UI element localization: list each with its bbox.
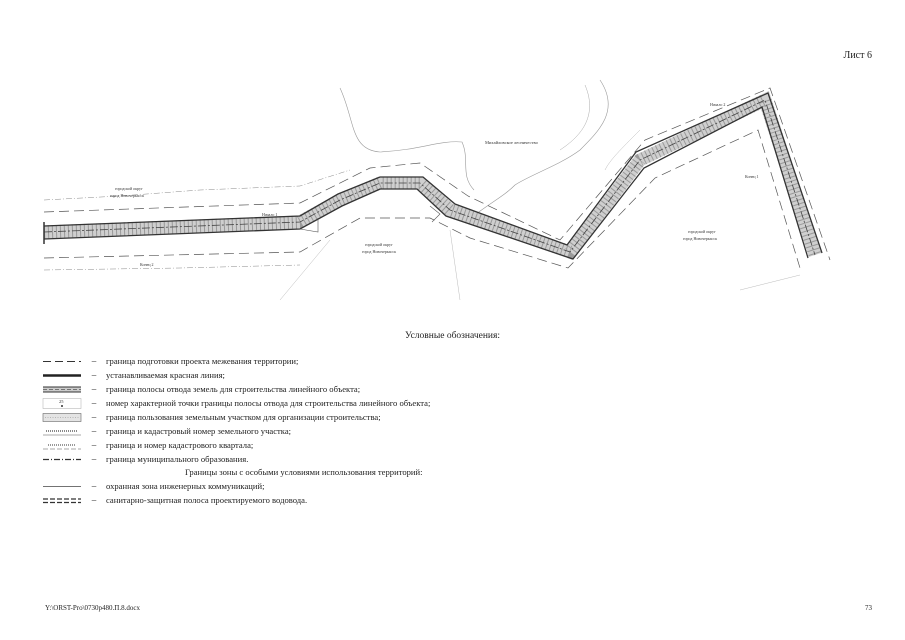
municipal-boundary <box>44 265 300 270</box>
legend-item <box>42 424 291 438</box>
legend-text: номер характерной точки границы полосы отвода для строительства линейного объекта; <box>106 398 431 408</box>
legend-text: охранная зона инженерных коммуникаций; <box>106 481 265 491</box>
legend-symbol-project-boundary <box>42 356 82 367</box>
legend-dash: – <box>91 454 97 464</box>
map-label-point-end: Конец 2 <box>140 262 154 267</box>
map-label-district-right-name: город Новочеркасск <box>683 236 718 241</box>
legend-dash: – <box>91 370 97 380</box>
map-label-point-start: Начало 1 <box>262 212 278 217</box>
legend-title: Условные обозначения: <box>404 331 500 341</box>
sheet-label: Лист 6 <box>843 50 872 61</box>
map-label-district-left-name: город Новочеркасск <box>110 193 145 198</box>
map-label-point-start-right: Начало 2 <box>710 102 726 107</box>
legend-dash: – <box>91 426 97 436</box>
municipal-boundary <box>44 170 350 200</box>
legend-dash: – <box>91 384 97 394</box>
map-label-forest: Михайловское лесничество <box>485 140 538 145</box>
legend-text: граница и кадастровый номер земельного участка; <box>106 426 292 436</box>
page-number: 73 <box>865 604 872 612</box>
map-label-district-right: городской округ <box>688 229 716 234</box>
legend-item <box>42 438 253 452</box>
map-label-point-end-right: Конец 1 <box>745 174 759 179</box>
legend-text: граница подготовки проекта межевания территории; <box>106 356 299 366</box>
legend-dash: – <box>91 356 97 366</box>
project-boundary <box>44 130 800 268</box>
legend-symbol-sanitary-zone <box>42 495 82 506</box>
footer-file-path: Y:\ORST-Pro\0730p480.П.8.docx <box>45 604 140 612</box>
legend-text: устанавливаемая красная линия; <box>106 370 225 380</box>
legend-symbol-protection-zone <box>42 481 82 492</box>
legend-text: граница муниципального образования. <box>106 454 249 464</box>
creek-line <box>340 88 474 190</box>
legend-symbol-hatched-box <box>42 412 82 423</box>
legend-item <box>42 368 225 382</box>
svg-text:25: 25 <box>59 398 64 404</box>
creek-line <box>476 80 608 214</box>
legend-text: граница и номер кадастрового квартала; <box>106 440 254 450</box>
creek-line <box>560 85 590 150</box>
legend-item <box>42 493 307 507</box>
legend-text: граница полосы отвода земель для строительства линейного объекта; <box>106 384 361 394</box>
legend-text: санитарно-защитная полоса проектируемого водовода. <box>106 495 308 505</box>
legend-dash: – <box>91 495 97 505</box>
zones-heading: Границы зоны с особыми условиями использования территорий: <box>185 467 423 477</box>
map-label-district-left: городской округ <box>115 186 143 191</box>
legend-text: граница пользования земельным участком для организации строительства; <box>106 412 381 422</box>
legend-item <box>42 452 248 466</box>
map-label-district-middle-name: город Новочеркасск <box>362 249 397 254</box>
legend-symbol-municipal <box>42 454 82 465</box>
legend-symbol-point-number <box>42 398 82 409</box>
legend-symbol-right-of-way <box>42 384 82 395</box>
legend-dash: – <box>91 440 97 450</box>
legend-symbol-cadastral-quarter <box>42 440 82 451</box>
legend-item <box>42 396 430 410</box>
legend-item <box>42 410 381 424</box>
legend-dash: – <box>91 398 97 408</box>
legend-item <box>42 479 264 493</box>
legend-item <box>42 354 298 368</box>
legend-symbol-red-line <box>42 370 82 381</box>
legend-dash: – <box>91 481 97 491</box>
legend-symbol-cadastral-parcel <box>42 426 82 437</box>
legend-dash: – <box>91 412 97 422</box>
legend-item <box>42 382 360 396</box>
map-label-district-middle: городской округ <box>365 242 393 247</box>
